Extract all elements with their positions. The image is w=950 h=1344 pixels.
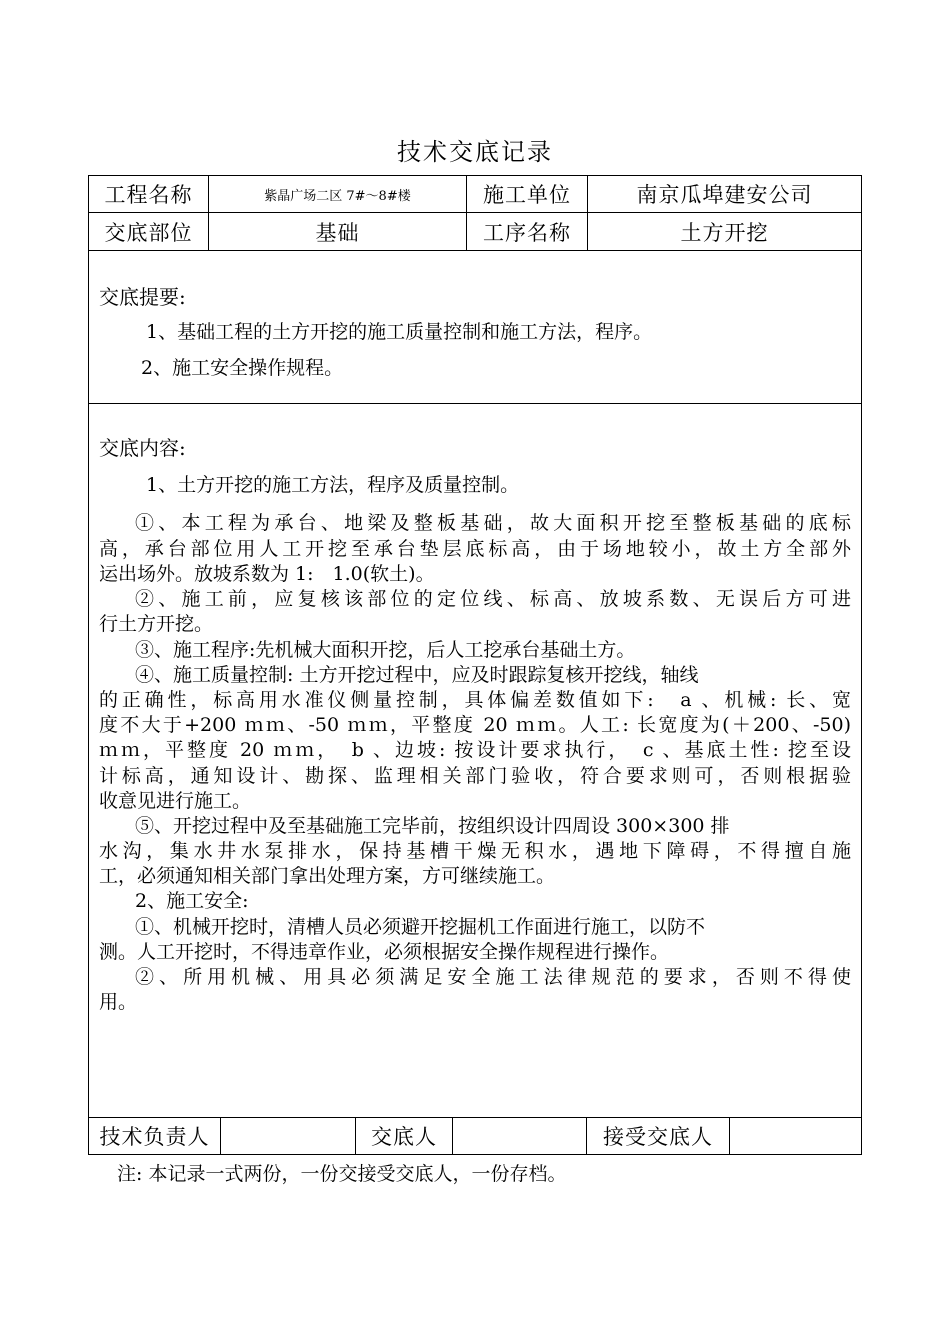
content-line: 度不大于+200 ｍｍ、-50 ｍｍ，平整度 20 ｍｍ。人工: 长宽度为(＋200、-50) xyxy=(99,714,851,736)
content-line: 运出场外。放坡系数为 1: 1.0(软土)。 xyxy=(99,563,435,585)
briefer-label: 交底人 xyxy=(356,1118,453,1154)
header-row-2 xyxy=(89,213,861,251)
footnote: 注: 本记录一式两份，一份交接受交底人，一份存档。 xyxy=(117,1163,567,1185)
summary-section xyxy=(89,251,861,404)
content-line: 收意见进行施工。 xyxy=(99,790,252,812)
content-line: 2、施工安全: xyxy=(135,890,249,912)
construction-unit-label: 施工单位 xyxy=(467,176,588,212)
summary-item: 2、施工安全操作规程。 xyxy=(141,357,344,379)
content-line: 水沟，集水井水泵排水，保持基槽干燥无积水，遇地下障碍，不得擅自施 xyxy=(99,840,851,862)
content-line: 行土方开挖。 xyxy=(99,613,214,635)
process-name-value: 土方开挖 xyxy=(680,220,769,245)
project-name-value: 紫晶广场二区 7#～8#楼 xyxy=(209,176,467,212)
content-line: ③、施工程序:先机械大面积开挖，后人工挖承台基础土方。 xyxy=(135,639,636,661)
briefing-part-value: 基础 xyxy=(209,213,467,250)
content-line: 高，承台部位用人工开挖至承台垫层底标高，由于场地较小，故土方全部外 xyxy=(99,538,851,560)
recipient-label: 接受交底人 xyxy=(587,1118,730,1154)
construction-unit-value: 南京瓜埠建安公司 xyxy=(636,183,813,207)
content-line: ④、施工质量控制: 土方开挖过程中，应及时跟踪复核开挖线，轴线 xyxy=(135,664,699,686)
briefer-value xyxy=(453,1118,587,1154)
content-line: 工，必须通知相关部门拿出处理方案，方可继续施工。 xyxy=(99,865,556,887)
tech-lead-label: 技术负责人 xyxy=(89,1118,221,1154)
content-line: ②、所用机械、用具必须满足安全施工法律规范的要求，否则不得使 xyxy=(135,966,851,988)
briefing-part-label: 交底部位 xyxy=(89,213,209,250)
content-line: ⑤、开挖过程中及至基础施工完毕前，按组织设计四周设 300×300 排 xyxy=(135,815,730,837)
page-title: 技术交底记录 xyxy=(397,138,553,166)
project-name-label: 工程名称 xyxy=(89,176,209,212)
content-heading: 交底内容: xyxy=(99,436,186,460)
content-line: 用。 xyxy=(99,991,138,1013)
summary-item: 1、基础工程的土方开挖的施工质量控制和施工方法，程序。 xyxy=(146,321,653,343)
content-line: 计标高，通知设计、勘探、监理相关部门验收，符合要求则可，否则根据验 xyxy=(99,765,851,787)
header-row-1 xyxy=(89,176,861,213)
signature-row xyxy=(89,1118,861,1154)
process-name-label: 工序名称 xyxy=(467,213,588,250)
content-section xyxy=(89,404,861,1118)
content-line: 的正确性，标高用水准仪侧量控制，具体偏差数值如下: a 、机械: 长、宽 xyxy=(99,689,851,711)
content-line: ①、机械开挖时，清槽人员必须避开挖掘机工作面进行施工，以防不 xyxy=(135,916,706,938)
tech-lead-value xyxy=(221,1118,356,1154)
recipient-value xyxy=(730,1118,861,1154)
content-line: ｍｍ，平整度 20 ｍｍ， b 、边坡: 按设计要求执行， c 、基底土性: 挖至设 xyxy=(99,739,851,761)
summary-heading: 交底提要: xyxy=(99,285,186,309)
content-line: 1、土方开挖的施工方法，程序及质量控制。 xyxy=(146,474,520,496)
content-line: 测。人工开挖时，不得违章作业，必须根据安全操作规程进行操作。 xyxy=(99,941,670,963)
content-line: ②、施工前，应复核该部位的定位线、标高、放坡系数、无误后方可进 xyxy=(135,588,851,610)
record-table xyxy=(88,175,862,1155)
content-line: ①、本工程为承台、地梁及整板基础，故大面积开挖至整板基础的底标 xyxy=(135,512,851,534)
